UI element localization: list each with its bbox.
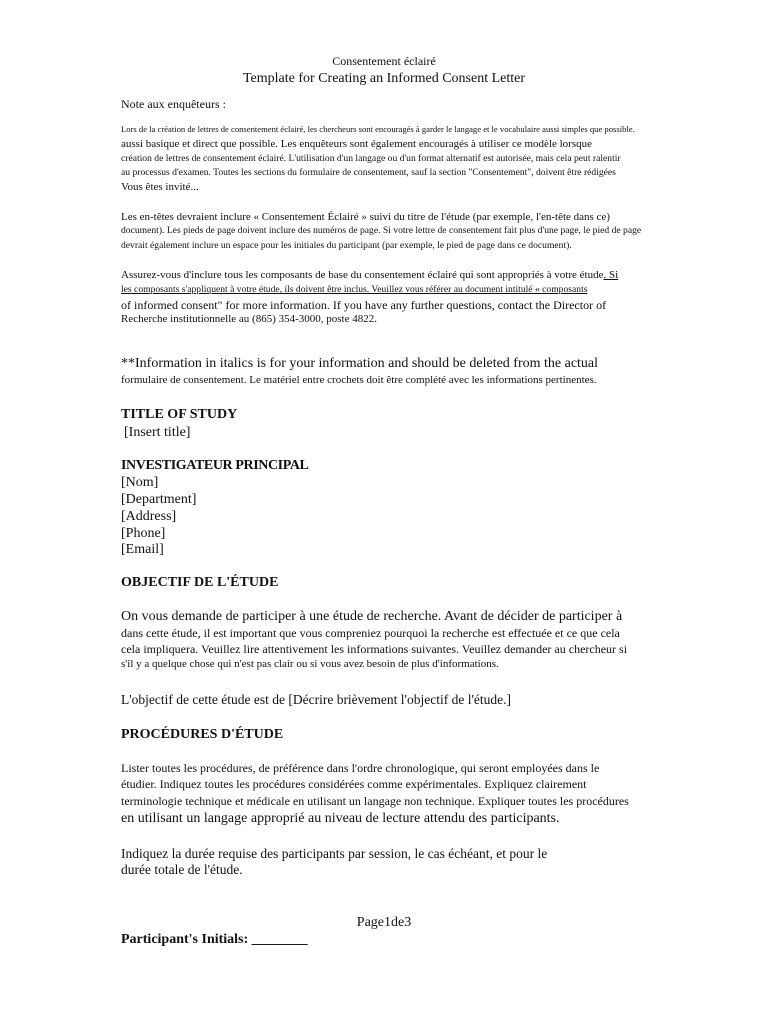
note-p3-line bbox=[121, 268, 618, 283]
title-of-study-value: [Insert title] bbox=[124, 425, 191, 440]
note-p3-line: les composants s'appliquent à votre étude, ils doivent être inclus. Veuillez vous référer au document intitulé « composants bbox=[121, 284, 588, 295]
pi-field-email: [Email] bbox=[121, 542, 164, 557]
note-p2-line: devrait également inclure un espace pour les initiales du participant (par exemple, le pied de page dans ce document). bbox=[121, 240, 572, 251]
pi-field-department: [Department] bbox=[121, 492, 197, 507]
note-p3-line: of informed consent" for more information. If you have any further questions, contact the Director of bbox=[121, 298, 607, 312]
participant-initials-label: Participant's Initials: ________ bbox=[121, 932, 308, 947]
objective-heading: OBJECTIF DE L'ÉTUDE bbox=[121, 575, 279, 590]
title-of-study-heading: TITLE OF STUDY bbox=[121, 407, 238, 422]
note-p3-link[interactable]: . Si bbox=[603, 269, 619, 281]
objective-line: s'il y a quelque chose qui n'est pas clair ou si vous avez besoin de plus d'informations. bbox=[121, 658, 499, 670]
procedures-line: étudier. Indiquez toutes les procédures considérées comme expérimentales. Expliquez clairement bbox=[121, 777, 587, 791]
objective-line: On vous demande de participer à une étude de recherche. Avant de décider de participer à bbox=[121, 609, 623, 624]
note-p1-line: aussi basique et direct que possible. Les enquêteurs sont également encouragés à utiliser ce modèle lorsque bbox=[121, 138, 593, 150]
pi-field-name: [Nom] bbox=[121, 475, 159, 490]
pi-field-phone: [Phone] bbox=[121, 526, 166, 541]
procedures-line: en utilisant un langage approprié au niveau de lecture attendu des participants. bbox=[121, 811, 560, 826]
note-p1-line: au processus d'examen. Toutes les sections du formulaire de consentement, sauf la section "Consentement", doivent être rédigées bbox=[121, 167, 616, 178]
objective-line: cela impliquera. Veuillez lire attentivement les informations suivantes. Veuillez demander au chercheur si bbox=[121, 642, 628, 656]
note-p1-line: Lors de la création de lettres de consentement éclairé, les chercheurs sont encouragés à garder le langage et le vocabulaire aussi simples que possible. bbox=[121, 124, 635, 134]
objective-paragraph-2: L'objectif de cette étude est de [Décrire brièvement l'objectif de l'étude.] bbox=[121, 692, 511, 707]
note-p3-line: Recherche institutionnelle au (865) 354-3000, poste 4822. bbox=[121, 313, 377, 325]
note-p3-text: Assurez-vous d'inclure tous les composants de base du consentement éclairé qui sont appropriés à votre étude bbox=[121, 269, 604, 281]
note-p1-line: Vous êtes invité... bbox=[121, 181, 199, 193]
note-p2-line: Les en-têtes devraient inclure « Consentement Éclairé » suivi du titre de l'étude (par exemple, l'en-tête dans ce) bbox=[121, 211, 610, 223]
pi-field-address: [Address] bbox=[121, 509, 177, 524]
note-p4-line: formulaire de consentement. Le matériel entre crochets doit être complété avec les informations pertinentes. bbox=[121, 374, 597, 386]
procedures-heading: PROCÉDURES D'ÉTUDE bbox=[121, 727, 284, 742]
objective-line: dans cette étude, il est important que vous compreniez pourquoi la recherche est effectuée et ce que cela bbox=[121, 626, 620, 640]
principal-investigator-heading: INVESTIGATEUR PRINCIPAL bbox=[121, 458, 309, 473]
note-heading: Note aux enquêteurs : bbox=[121, 97, 226, 111]
procedures-line: durée totale de l'étude. bbox=[121, 862, 243, 877]
procedures-line: Lister toutes les procédures, de préférence dans l'ordre chronologique, qui seront employées dans le bbox=[121, 761, 600, 775]
header-title-en: Template for Creating an Informed Consent Letter bbox=[242, 71, 526, 86]
note-p2-line: document). Les pieds de page doivent inclure des numéros de page. Si votre lettre de consentement fait plus d'une page, le pied de page bbox=[121, 225, 642, 236]
procedures-line: Indiquez la durée requise des participants par session, le cas échéant, et pour le bbox=[121, 846, 548, 861]
note-p1-line: création de lettres de consentement éclairé. L'utilisation d'un langage ou d'un format alternatif est autorisée, mais cela peut ralentir bbox=[121, 153, 621, 164]
note-p4-line: **Information in italics is for your information and should be deleted from the actual bbox=[121, 356, 599, 371]
procedures-line: terminologie technique et médicale en utilisant un langage non technique. Expliquer toutes les procédures bbox=[121, 794, 629, 808]
header-title-fr: Consentement éclairé bbox=[332, 54, 436, 68]
page-number: Page1de3 bbox=[356, 915, 412, 930]
